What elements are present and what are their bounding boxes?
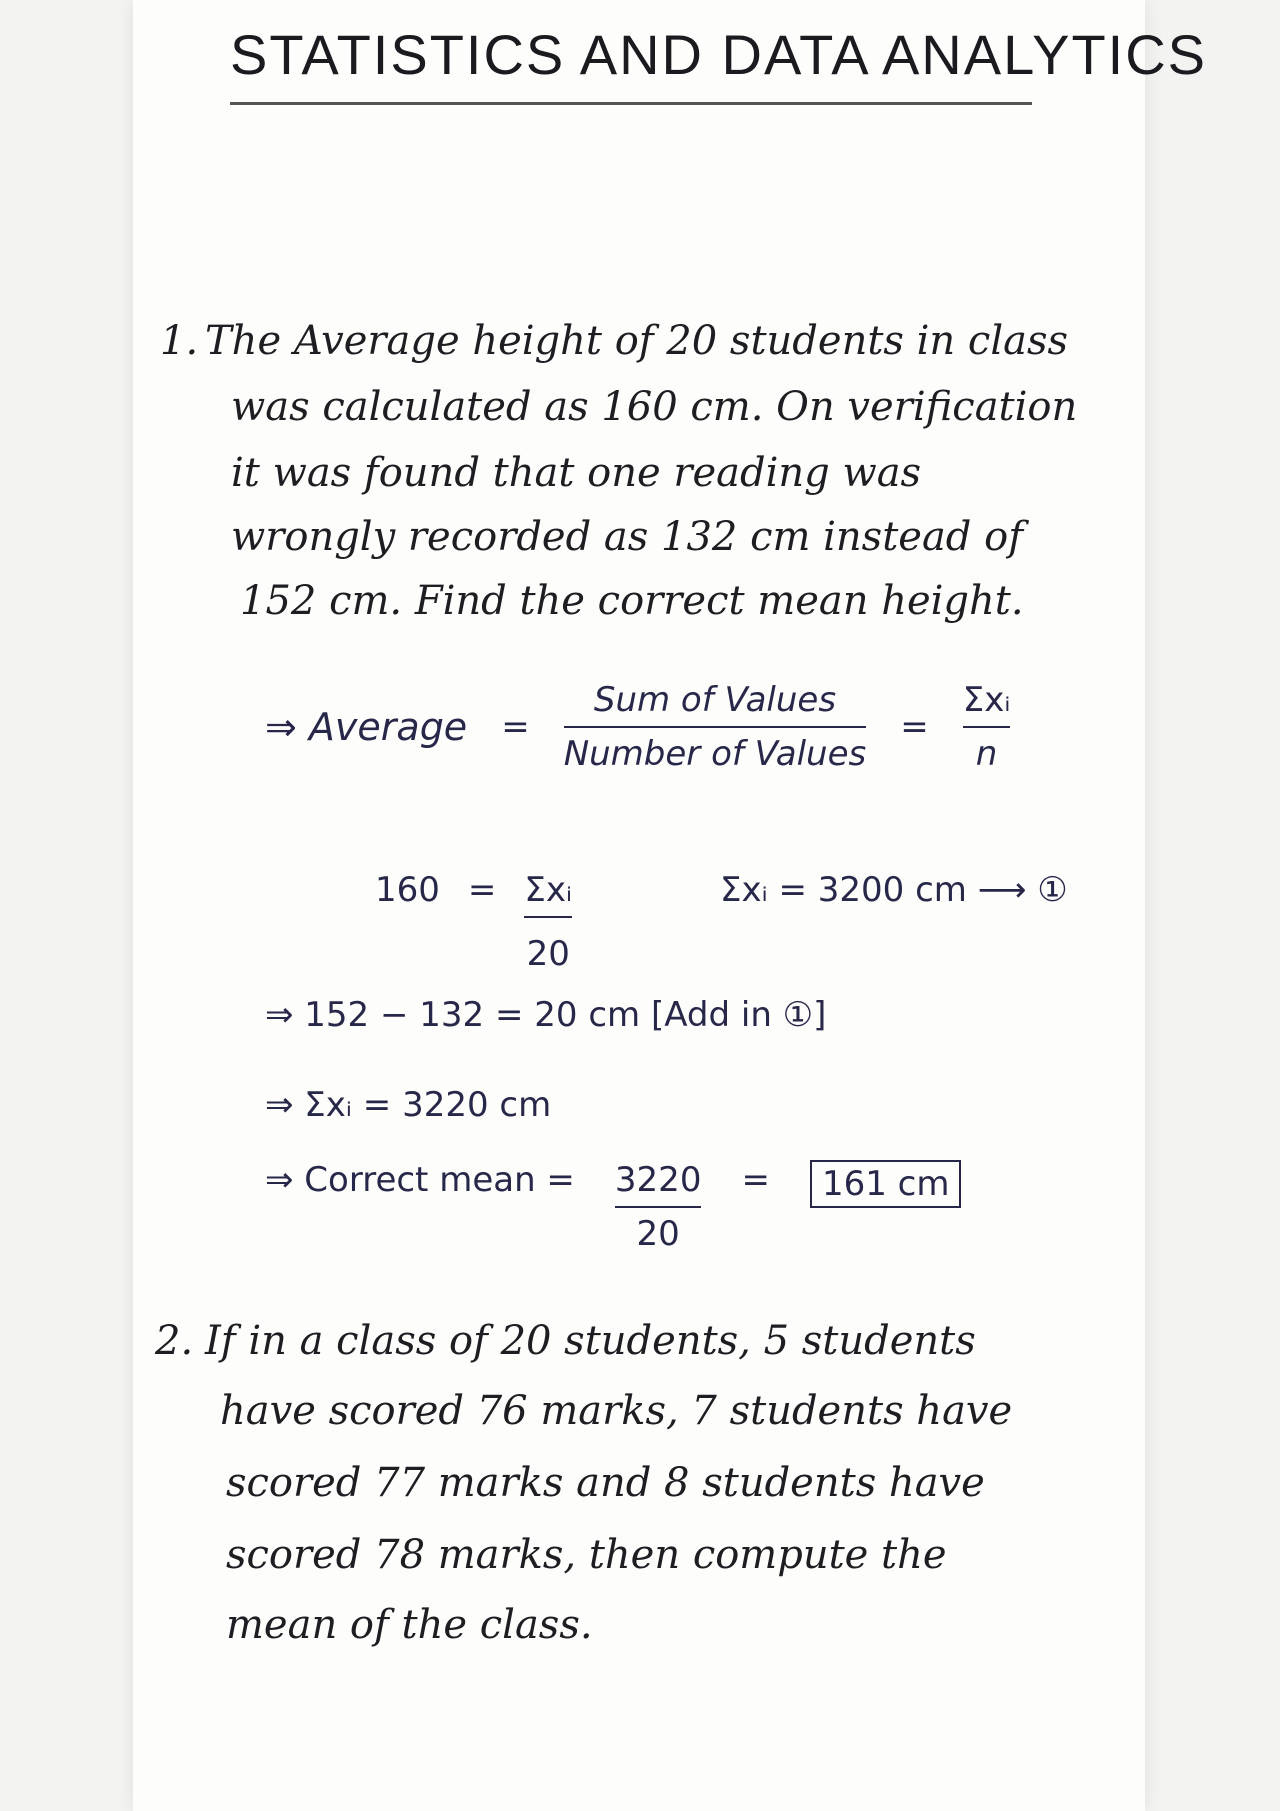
final-answer: 161 cm <box>810 1160 962 1208</box>
question-line: mean of the class. <box>226 1602 593 1648</box>
question-line: scored 78 marks, then compute the <box>226 1532 947 1578</box>
numerator: Σxᵢ <box>524 870 573 910</box>
value: 160 <box>375 870 440 910</box>
equation-line: ⇒ Σxᵢ = 3220 cm <box>265 1085 552 1125</box>
denominator: Number of Values <box>563 734 867 774</box>
numerator: Σxᵢ <box>962 680 1011 720</box>
question-line: have scored 76 marks, 7 students have <box>220 1388 1013 1434</box>
question-number: 2. <box>155 1318 194 1364</box>
numerator: 3220 <box>614 1160 702 1200</box>
question-line: scored 77 marks and 8 students have <box>226 1460 985 1506</box>
denominator: 20 <box>526 934 570 974</box>
page-title: STATISTICS AND DATA ANALYTICS <box>230 23 1207 86</box>
average-label: ⇒ Average <box>265 705 468 749</box>
question-line: The Average height of 20 students in class <box>205 318 1069 364</box>
equation-line <box>375 870 572 974</box>
denominator: 20 <box>636 1214 680 1254</box>
numerator: Sum of Values <box>593 680 837 720</box>
question-line: wrongly recorded as 132 cm instead of <box>231 514 1023 560</box>
question-number: 1. <box>160 318 199 364</box>
equals: = <box>741 1160 770 1200</box>
label: ⇒ Correct mean = <box>265 1160 575 1200</box>
question-line: it was found that one reading was <box>231 450 922 496</box>
fraction <box>963 680 1011 774</box>
equals: = <box>467 870 497 910</box>
equals: = <box>900 707 929 747</box>
fraction <box>615 1160 702 1254</box>
average-formula <box>265 680 1010 774</box>
fraction <box>564 680 867 774</box>
denominator: n <box>975 734 998 774</box>
equation-line: Σxᵢ = 3200 cm ⟶ ① <box>720 870 1068 910</box>
question-line: was calculated as 160 cm. On verification <box>231 384 1078 430</box>
question-line: 152 cm. Find the correct mean height. <box>240 578 1024 624</box>
title-underline <box>230 102 1032 105</box>
equals: = <box>501 707 530 747</box>
equation-line <box>265 1160 961 1254</box>
fraction <box>524 870 572 974</box>
equation-line: ⇒ 152 − 132 = 20 cm [Add in ①] <box>265 995 827 1035</box>
question-line: If in a class of 20 students, 5 students <box>205 1318 976 1364</box>
